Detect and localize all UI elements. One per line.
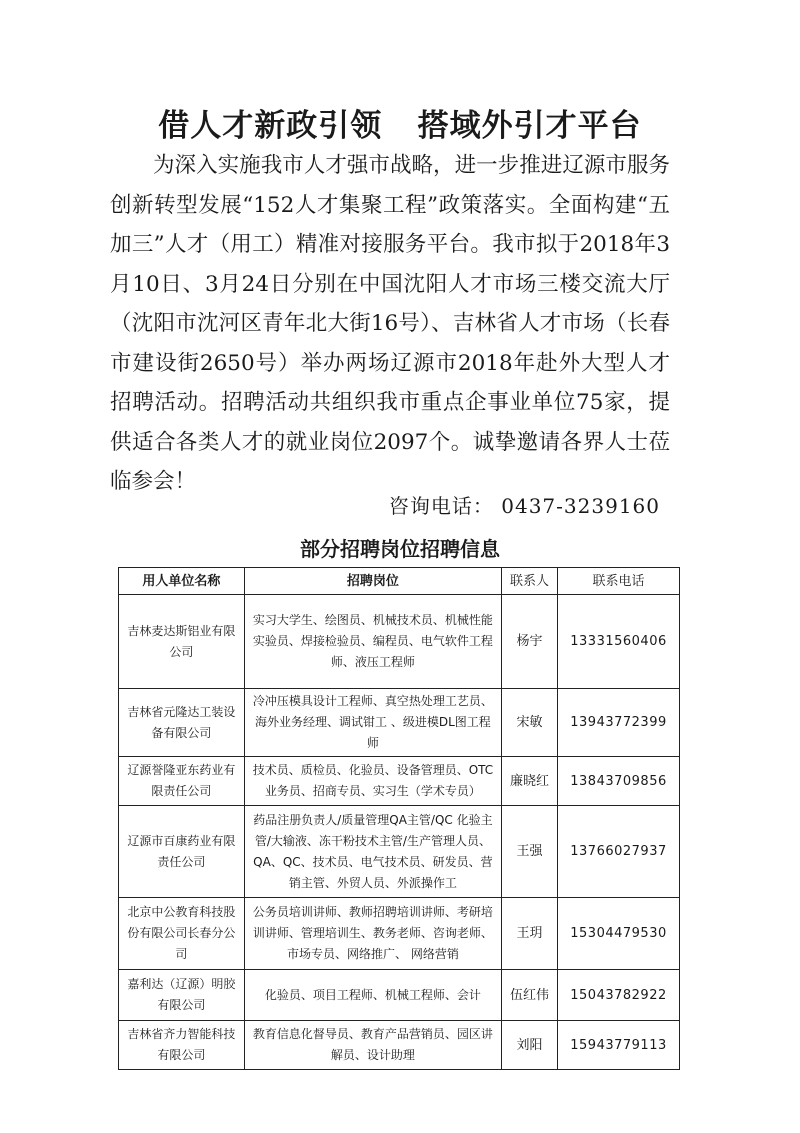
header-contact: 联系人 <box>502 568 558 595</box>
header-company: 用人单位名称 <box>119 568 245 595</box>
table-row <box>119 1021 680 1070</box>
contact-person: 王强 <box>502 806 558 898</box>
job-positions: 公务员培训讲师、教师招聘培训讲师、考研培训讲师、管理培训生、教务老师、咨询老师、市场专员、网络推广、 网络营销 <box>244 898 501 970</box>
table-header-row <box>119 568 680 595</box>
table-row <box>119 970 680 1021</box>
contact-person: 廉晓红 <box>502 757 558 806</box>
job-positions: 教育信息化督导员、教育产品营销员、园区讲解员、设计助理 <box>244 1021 501 1070</box>
table-row <box>119 757 680 806</box>
table-row <box>119 806 680 898</box>
company-name: 辽源市百康药业有限责任公司 <box>119 806 245 898</box>
contact-phone: 15943779113 <box>558 1021 680 1070</box>
company-name: 辽源誉隆亚东药业有限责任公司 <box>119 757 245 806</box>
company-name: 吉林麦达斯铝业有限公司 <box>119 595 245 689</box>
contact-phone: 15304479530 <box>558 898 680 970</box>
contact-person: 王玥 <box>502 898 558 970</box>
job-positions: 化验员、项目工程师、机械工程师、会计 <box>244 970 501 1021</box>
table-row <box>119 595 680 689</box>
job-positions: 冷冲压模具设计工程师、真空热处理工艺员、海外业务经理、调试钳工 、级进模DL图工程师 <box>244 689 501 757</box>
contact-phone: 15043782922 <box>558 970 680 1021</box>
contact-phone-line: 咨询电话： 0437-3239160 <box>388 494 660 518</box>
contact-phone: 13843709856 <box>558 757 680 806</box>
contact-phone: 13943772399 <box>558 689 680 757</box>
header-position: 招聘岗位 <box>244 568 501 595</box>
job-positions: 药品注册负责人/质量管理QA主管/QC 化验主管/大输液、冻干粉技术主管/生产管理人员、QA、QC、技术员、电气技术员、研发员、营销主管、外贸人员、外派操作工 <box>244 806 501 898</box>
contact-phone: 13331560406 <box>558 595 680 689</box>
company-name: 嘉利达（辽源）明胶有限公司 <box>119 970 245 1021</box>
table-row <box>119 898 680 970</box>
table-row <box>119 689 680 757</box>
contact-person: 伍红伟 <box>502 970 558 1021</box>
job-positions: 实习大学生、绘图员、机械技术员、机械性能实验员、焊接检验员、编程员、电气软件工程师、液压工程师 <box>244 595 501 689</box>
contact-person: 刘阳 <box>502 1021 558 1070</box>
contact-person: 杨宇 <box>502 595 558 689</box>
company-name: 吉林省元隆达工装设备有限公司 <box>119 689 245 757</box>
intro-paragraph: 为深入实施我市人才强市战略，进一步推进辽源市服务创新转型发展“152人才集聚工程”政策落实。全面构建“五加三”人才（用工）精准对接服务平台。我市拟于2018年3月10日、3月24日分别在中国沈阳人才市场三楼交流大厅（沈阳市沈河区青年北大街16号）、吉林省人才市场（长春市建设街2650号）举办两场辽源市2018年赴外大型人才招聘活动。招聘活动共组织我市重点企事业单位75家，提供适合各类人才的就业岗位2097个。诚挚邀请各界人士莅临参会！ <box>110 153 670 494</box>
recruitment-table <box>118 567 680 1070</box>
job-positions: 技术员、质检员、化验员、设备管理员、OTC业务员、招商专员、实习生（学术专员） <box>244 757 501 806</box>
contact-person: 宋敏 <box>502 689 558 757</box>
header-phone: 联系电话 <box>558 568 680 595</box>
contact-phone: 13766027937 <box>558 806 680 898</box>
page-title: 借人才新政引领 搭域外引才平台 <box>158 108 642 144</box>
table-title: 部分招聘岗位招聘信息 <box>300 537 500 561</box>
company-name: 北京中公教育科技股份有限公司长春分公司 <box>119 898 245 970</box>
company-name: 吉林省齐力智能科技有限公司 <box>119 1021 245 1070</box>
